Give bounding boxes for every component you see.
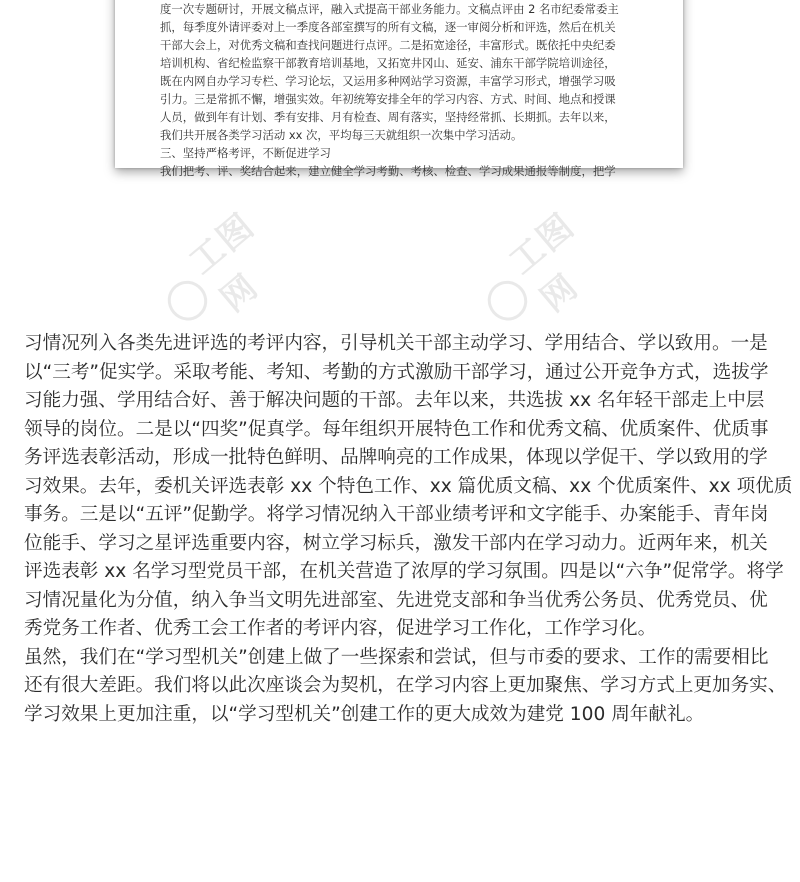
card-text-block	[160, 0, 655, 180]
body-text-line: 习情况列入各类先进评选的考评内容，引导机关干部主动学习、学用结合、学以致用。一是	[24, 333, 768, 354]
card-text-line: 人员，做到年有计划、季有安排、月有检查、周有落实，坚持经常抓、长期抓。去年以来，	[160, 110, 616, 124]
document-page-card	[115, 0, 683, 178]
card-text-line: 我们共开展各类学习活动 xx 次，平均每三天就组织一次集中学习活动。	[160, 128, 523, 142]
body-text-line: 习能力强、学用结合好、善于解决问题的干部。去年以来，共选拔 xx 名年轻干部走上中层	[24, 390, 765, 411]
watermark-text: 工图网	[501, 205, 587, 321]
card-text-line: 我们把考、评、奖结合起来，建立健全学习考勤、考核、检查、学习成果通报等制度，把学	[160, 164, 616, 178]
card-text-line: 培训机构、省纪检监察干部教育培训基地，又拓宽井冈山、延安、浦东干部学院培训途径，	[160, 56, 616, 70]
body-text-line: 以“三考”促实学。采取考能、考知、考勤的方式激励干部学习，通过公开竞争方式，选拔学	[24, 361, 769, 383]
body-text-line: 秀党务工作者、优秀工会工作者的考评内容，促进学习工作化，工作学习化。	[24, 618, 657, 639]
document-preview-area	[0, 0, 800, 178]
card-text-line: 抓，每季度外请评委对上一季度各部室撰写的所有文稿，逐一审阅分析和评选，然后在机关	[160, 20, 616, 34]
watermark-text: 工图网	[181, 205, 267, 321]
card-section-heading: 三、坚持严格考评，不断促进学习	[160, 146, 331, 160]
body-text-line: 学习效果上更加注重，以“学习型机关”创建工作的更大成效为建党 100 周年献礼。	[24, 703, 705, 725]
body-text-line: 事务。三是以“五评”促勤学。将学习情况纳入干部业绩考评和文字能手、办案能手、青年岗	[24, 504, 769, 525]
card-text-line: 度一次专题研讨，开展文稿点评，融入式提高干部业务能力。文稿点评由 2 名市纪委常委主	[160, 2, 619, 16]
body-text-line: 虽然，我们在“学习型机关”创建上做了一些探索和尝试，但与市委的要求、工作的需要相比	[24, 646, 769, 668]
card-text-line: 引力。三是常抓不懈，增强实效。年初统筹安排全年的学习内容、方式、时间、地点和授课	[160, 92, 616, 106]
watermark-logo-left	[153, 194, 306, 336]
body-text-line: 习情况量化为分值，纳入争当文明先进部室、先进党支部和争当优秀公务员、优秀党员、优	[24, 589, 768, 611]
body-text-line: 习效果。去年，委机关评选表彰 xx 个特色工作、xx 篇优质文稿、xx 个优质案件、xx 项优质	[24, 475, 793, 497]
body-text-line: 领导的岗位。二是以“四奖”促真学。每年组织开展特色工作和优秀文稿、优质案件、优质事	[24, 418, 769, 440]
body-text-line: 位能手、学习之星评选重要内容，树立学习标兵，激发干部内在学习动力。近两年来，机关	[24, 532, 768, 554]
watermark-logo-right	[473, 194, 626, 336]
document-body	[24, 330, 793, 729]
body-text-line: 务评选表彰活动，形成一批特色鲜明、品牌响亮的工作成果，体现以学促干、学以致用的学	[24, 447, 768, 468]
card-text-line: 干部大会上，对优秀文稿和查找问题进行点评。二是拓宽途径，丰富形式。既依托中央纪委	[160, 38, 616, 52]
body-text-line: 还有很大差距。我们将以此次座谈会为契机，在学习内容上更加聚焦、学习方式上更加务实、	[24, 675, 787, 696]
card-text-line: 既在内网自办学习专栏、学习论坛，又运用多种网站学习资源，丰富学习形式，增强学习吸	[160, 74, 616, 88]
body-text-line: 评选表彰 xx 名学习型党员干部，在机关营造了浓厚的学习氛围。四是以“六争”促常学。将学	[24, 561, 784, 582]
